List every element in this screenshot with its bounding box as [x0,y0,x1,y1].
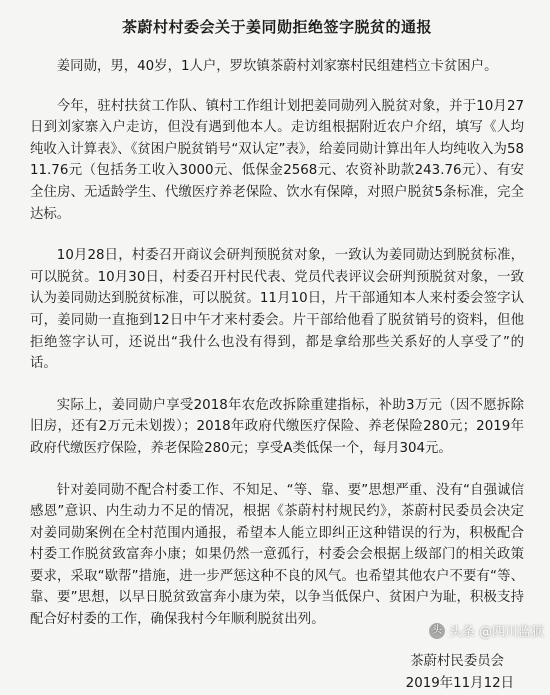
notice-paragraph-benefits: 实际上，姜同勋户享受2018年农危改拆除重建指标，补助3万元（因不愿拆除旧房，还有2万元未划拨）；2018年政府代缴医疗保险、养老保险280元；2019年政府代缴医疗保险，养老保险280元；享受A类低保一个，每月304元。 [30,397,524,456]
signature-date: 2019年11月12日 [405,675,514,691]
notice-paragraph-assessment: 今年，驻村扶贫工作队、镇村工作组计划把姜同勋列入脱贫对象，并于10月27日到刘家寨入户走访，但没有遇到他本人。走访组根据附近农户介绍，填写《人均纯收入计算表》、《贫困户脱贫销号“双认定”表》，给姜同勋计算出年人均纯收入为5811.76元（包括务工收入3000元、低保金2568元、农资补助款243.76元）、有安全住房、无适龄学生、代缴医疗养老保险、饮水有保障，对照户脱贫5条标准，完全达标。 [30,98,524,222]
watermark-text: 头条 @四川监狱 [448,625,544,640]
watermark [429,621,544,640]
notice-title: 茶蔚村村委会关于姜同勋拒绝签字脱贫的通报 [121,18,432,36]
notice-paragraph-decision: 针对姜同勋不配合村委工作、不知足、“等、靠、要”思想严重、没有“自强诚信 感恩”意识、内生动力不足的情况，根据《茶蔚村村规民约》，茶蔚村民委员会决定对姜同勋案例在全村范围内通报，希望本人能立即纠正这种错误的行为，积极配合村委工作脱贫致富奔小康；如果仍然一意孤行，村委会会根据上级部门的相关政策要求，采取“歇帮”措施，进一步严惩这种不良的风气。也希望其他农户不要有“等、靠、要”思想，以早日脱贫致富奔小康为荣，以争当低保户、贫困户为耻，积极支持配合好村委的工作，确保我村今年顺利脱贫出列。 [30,482,524,628]
notice-paragraph-review: 10月28日，村委召开商议会研判预脱贫对象，一致认为姜同勋达到脱贫标准，可以脱贫。10月30日，村委召开村民代表、党员代表评议会研判预脱贫对象，一致认为姜同勋达到脱贫标准，可以脱贫。11月10日，片干部通知本人来村委会签字认可，姜同勋一直拖到12日中午才来村委会。片干部给他看了脱贫销号的资料，但他拒绝签字认可，还说出“我什么也没有得到，都是拿给那些关系好的人享受了”的话。 [30,248,524,372]
notice-paragraph-intro: 姜同勋，男，40岁，1人户，罗坎镇茶蔚村刘家寨村民组建档立卡贫困户。 [56,59,498,74]
toutiao-logo-icon: 头 [429,623,445,639]
signature-organization: 茶蔚村民委员会 [410,653,504,669]
